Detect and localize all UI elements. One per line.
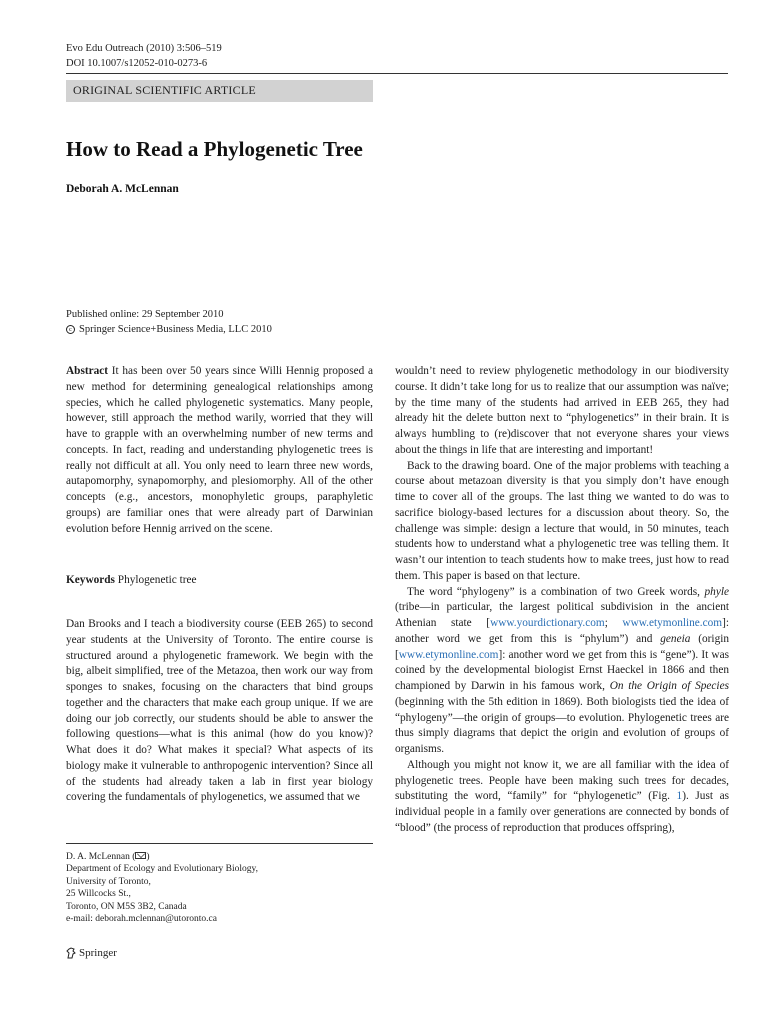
p4-text-a: Although you might not know it, we are all familiar with the idea of phylogenetic trees. People have been making such trees for decades, substituting the word, “family” for “phylogenetic” (Fig. [395,758,729,803]
section-band [66,80,373,102]
publication-info [66,307,272,337]
body-left-column [66,617,373,806]
article-title: How to Read a Phylogenetic Tree [66,137,363,161]
body-paragraph-1-cont: wouldn’t need to review phylogenetic methodology in our biodiversity course. It didn’t take long for us to realize that our assumption was naïve; by the time many of the students had arrived in EEB 265, they had already hit the delete button next to “phylogenetics” in their brain. It is always humbling to (re)discover that not everyone shares your views about the things in life that are interesting and important! [395,365,729,456]
term-geneia: geneia [660,632,691,645]
term-phyle: phyle [704,585,729,598]
body-right-column [395,364,729,837]
p3-text-c: ; [604,617,623,629]
abstract-block [66,364,373,537]
journal-meta [66,41,222,71]
p3-text-d: ]: another word we get from this is “phylum”) and [395,617,729,645]
body-paragraph-4 [395,758,729,837]
body-paragraph-3 [395,585,729,758]
copyright-icon: c [66,325,75,334]
p3-text-g: (beginning with the 5th edition in 1869). Both biologists tied the idea of “phylogeny”—the origin of groups—to evolution. Phylogenetic trees are thus simply diagrams that depict the origin and evolution of groups of organisms. [395,695,729,755]
link-etymonline-1[interactable]: www.etymonline.com [622,617,723,629]
p3-text-a: The word “phylogeny” is a combination of two Greek words, [407,585,705,598]
copyright-text: Springer Science+Business Media, LLC 2010 [79,324,272,335]
journal-citation: Evo Edu Outreach (2010) 3:506–519 [66,43,222,54]
p3-text-f: ]: another word we get from this is “gene”). It was coined by the developmental biologist Ernst Haeckel in 1866 and then championed by Darwin in his famous work, [395,648,729,692]
page-footer [66,947,117,959]
springer-horse-icon [66,947,76,959]
p3-text-b: (tribe—in particular, the largest political subdivision in the ancient Athenian state [ [395,601,729,629]
p3-text-e: (origin [ [395,632,729,661]
body-paragraph-1: Dan Brooks and I teach a biodiversity course (EEB 265) to second year students at the University of Toronto. The entire course is structured around a phylogenetic framework. We begin with the big, albeit simplified, tree of the Metazoa, then work our way from sponges to snakes, focusing on the characters that bind groups together and the characters that make each group unique. If we are doing our job correctly, our students should be able to answer the following questions—what is this animal (how do you know)? What does it do? What makes it special? What aspects of its biology make it vulnerable to anthropogenic intervention? Since all of the students had already taken a lab in first year biology covering the fundamentals of phylogenetics, we assumed that we [66,618,373,804]
link-etymonline-2[interactable]: www.etymonline.com [398,648,499,661]
author-affiliation [66,851,258,925]
abstract-text: It has been over 50 years since Willi Hennig proposed a new method for determining genealogical relationships among species, which he called phylogenetic systematics. Many people, however, still approach the method warily, worried that they will have to grapple with an overwhelming number of new terms and concepts. In fact, reading and understanding phylogenetic trees is really not difficult at all. You only need to learn three new words, autapomorphy, synapomorphy, and plesiomorphy. All of the other concepts (e.g., ancestors, monophyletic groups, paraphyletic groups) are familiar ones that were already part of Darwinian evolution before Hennig arrived on the scene. [66,365,373,535]
footnote-author: D. A. McLennan ( ) [66,852,150,862]
footnote-city: Toronto, ON M5S 3B2, Canada [66,901,187,912]
envelope-icon [135,852,146,859]
footnote-street: 25 Willcocks St., [66,889,131,900]
keywords-paragraph [66,573,373,589]
keywords-text: Phylogenetic tree [117,574,197,586]
book-title: On the Origin of Species [609,680,729,692]
p4-text-b: ). Just as individual people in a family over generations are connected by bonds of “blood” (the process of reproduction that produces offspring), [395,790,729,834]
footnote-dept: Department of Ecology and Evolutionary Biology, [66,864,258,875]
article-author: Deborah A. McLennan [66,183,179,195]
body-paragraph-2: Back to the drawing board. One of the major problems with teaching a course about metazoan diversity is that you simply don’t have enough time to cover all of the groups. The last thing we wanted to do was to sacrifice biology-based lectures for a discussion about theory. So, the challenge was simple: design a lecture that would, in 50 minutes, teach students how to understand what a phylogenetic tree was telling them. It wasn’t our intention to teach students how to make trees, just how to read them. This paper is based on that lecture. [395,459,729,582]
abstract-label: Abstract [66,365,109,377]
keywords-label: Keywords [66,574,115,586]
doi[interactable]: DOI 10.1007/s12052-010-0273-6 [66,58,208,69]
published-date: Published online: 29 September 2010 [66,309,224,320]
figure-ref-link[interactable]: 1 [676,790,683,803]
link-yourdictionary[interactable]: www.yourdictionary.com [490,617,605,629]
footnote-rule [66,843,373,844]
header-rule [66,73,728,74]
abstract-paragraph [66,364,373,537]
copyright-line [66,322,272,337]
footnote-univ: University of Toronto, [66,876,151,887]
keywords-block [66,573,373,589]
footnote-email[interactable]: e-mail: deborah.mclennan@utoronto.ca [66,914,217,925]
publisher-name: Springer [79,947,117,959]
section-label: ORIGINAL SCIENTIFIC ARTICLE [73,83,256,97]
